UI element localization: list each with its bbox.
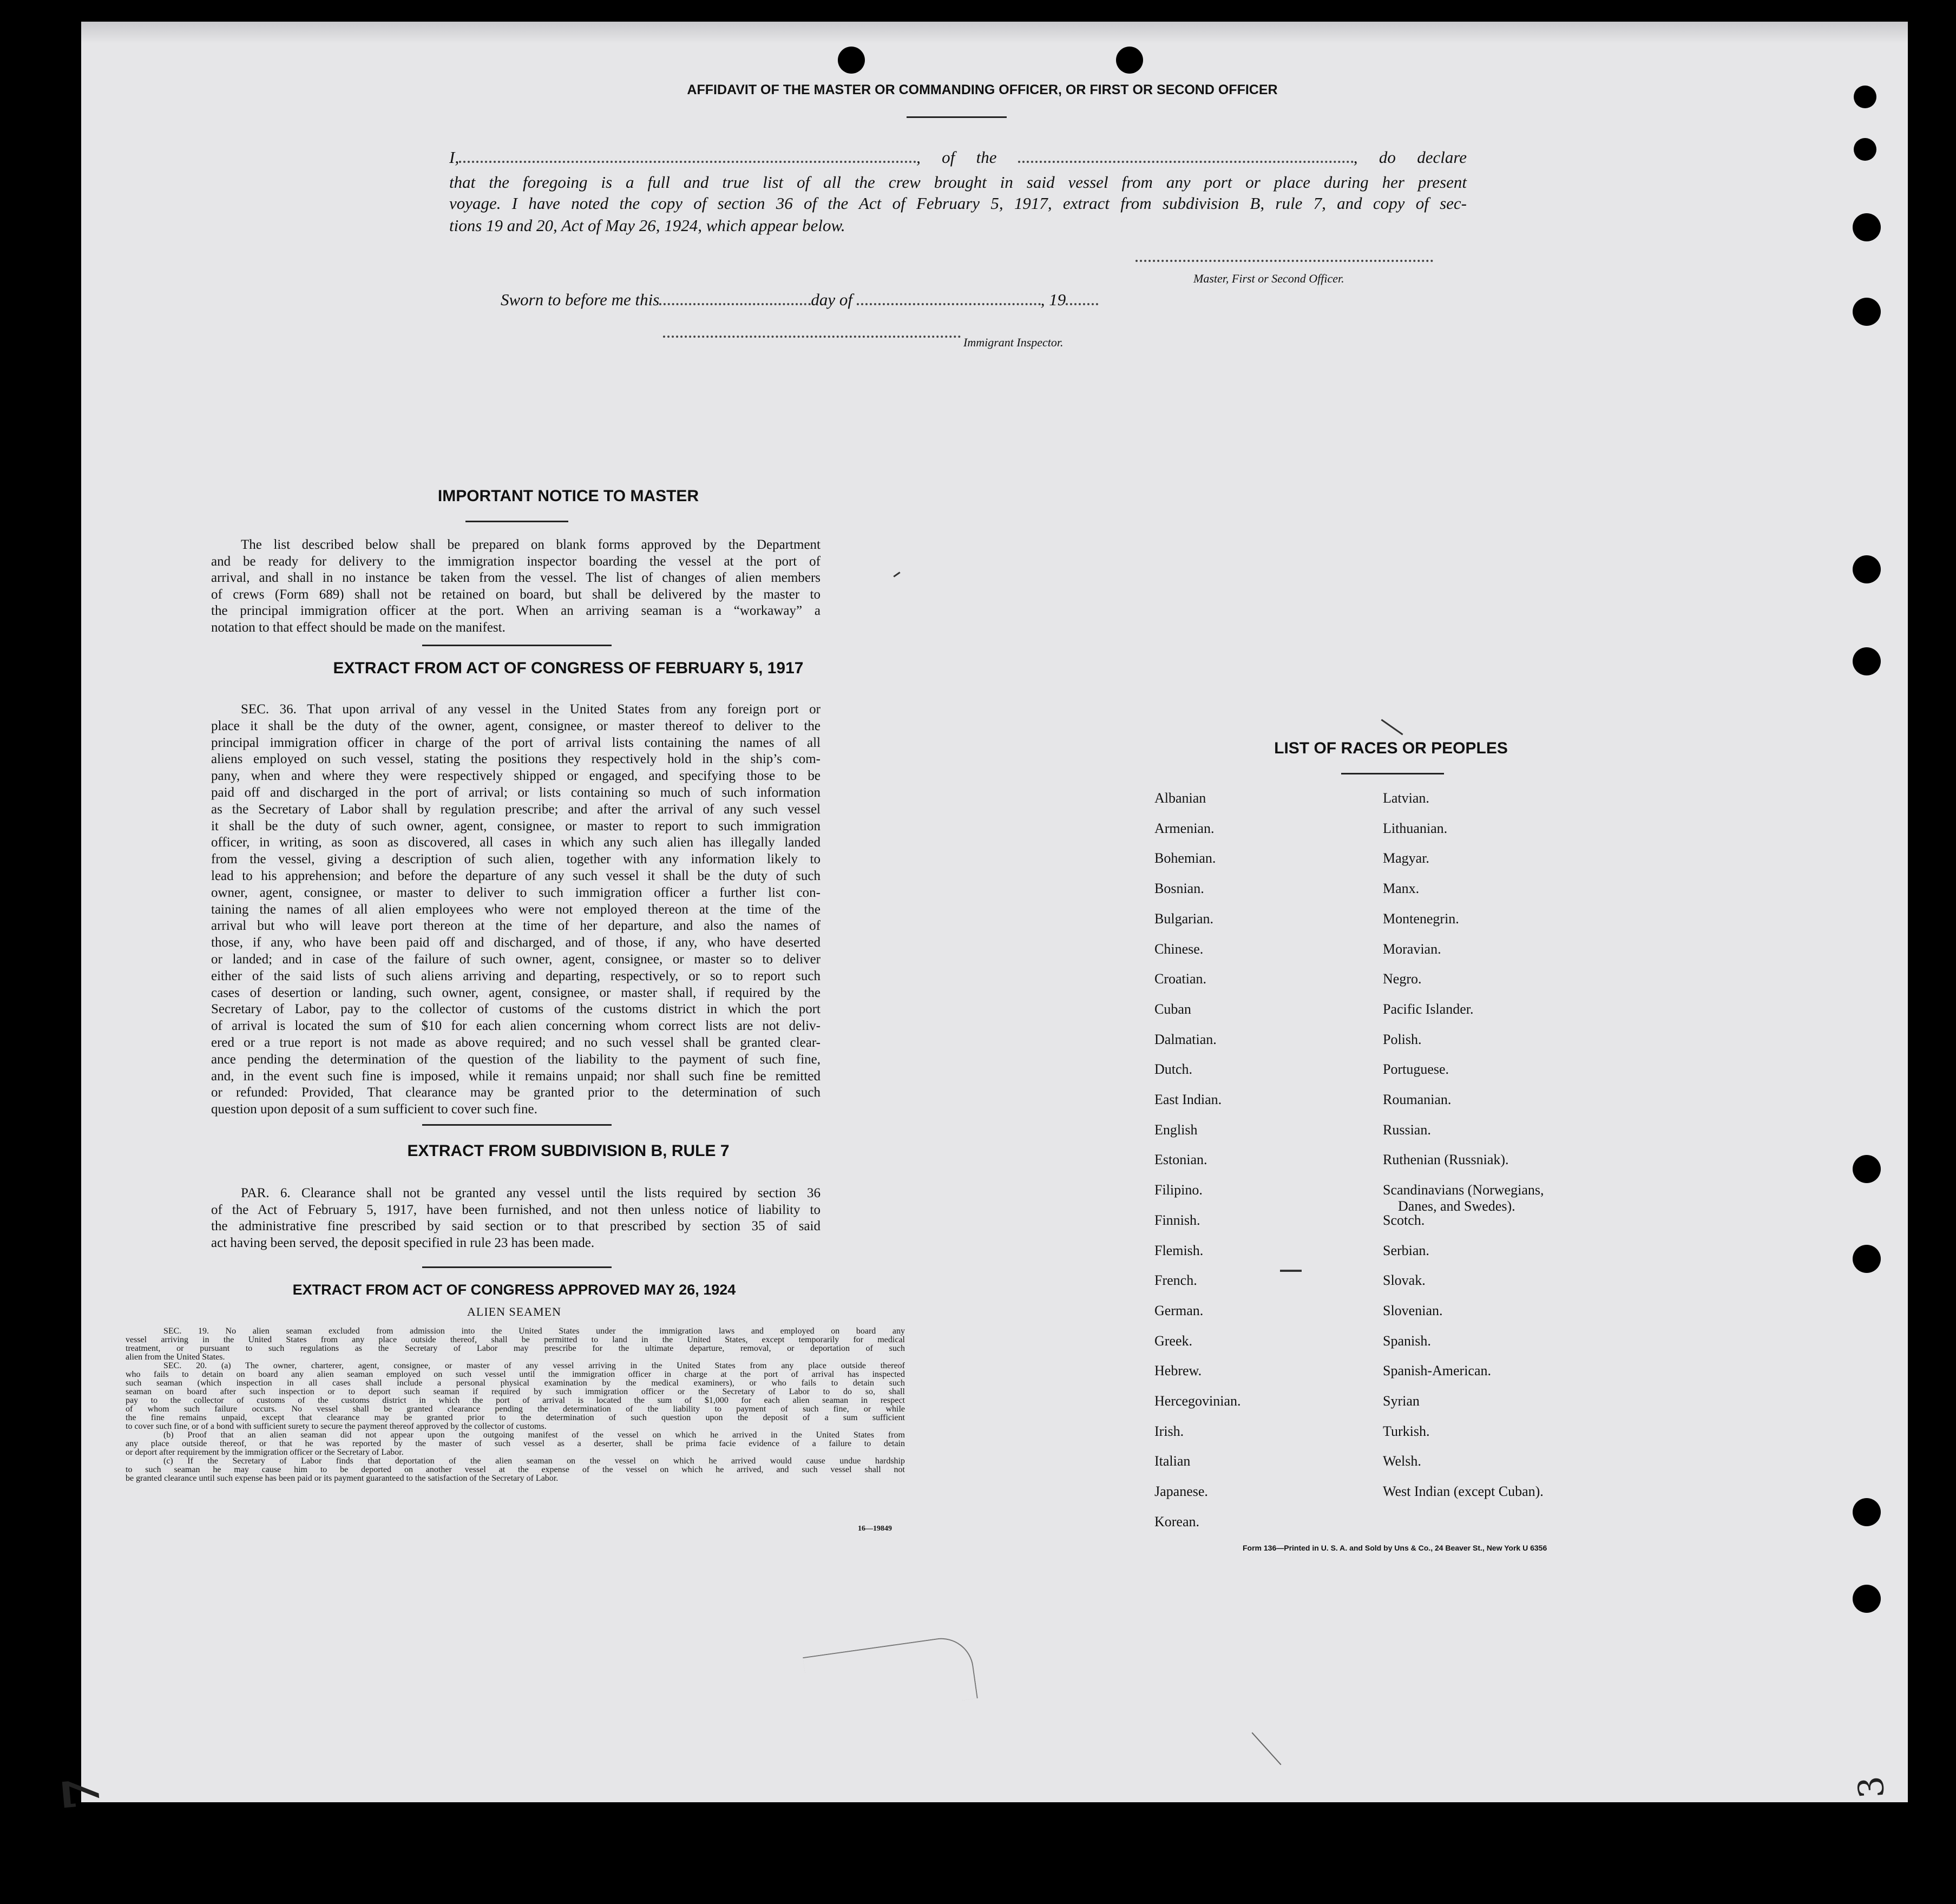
race-item: Montenegrin. — [1383, 910, 1459, 927]
race-item: Moravian. — [1383, 941, 1441, 957]
section-36-line: or landed; and in case of the failure of such owner, agent, consignee, or master so to deliver — [211, 952, 821, 967]
race-item: Armenian. — [1154, 820, 1215, 836]
section-1924-line: any place outside thereof, or that he was reported by the master of such vessel as a deserter, shall be prima facie evidence of a failure to detain — [126, 1440, 905, 1448]
race-item: Scandinavians (Norwegians, — [1383, 1182, 1544, 1198]
section-1924-line: or deport after requirement by the immigration officer or the Secretary of Labor. — [126, 1448, 404, 1457]
section-36-line: Secretary of Labor, pay to the collector of customs of the customs district in which the port — [211, 1002, 821, 1017]
punch-hole-right-6 — [1853, 647, 1881, 675]
race-item: Finnish. — [1154, 1212, 1200, 1228]
punch-hole-right-10 — [1853, 1585, 1881, 1613]
race-item: Filipino. — [1154, 1182, 1203, 1198]
section-1924-line: to cover such fine, or of a bond with sufficient surety to secure the payment thereof approved by the collector of customs. — [126, 1422, 547, 1431]
punch-hole-right-5 — [1853, 555, 1881, 583]
race-item: Scotch. — [1383, 1212, 1425, 1228]
rule7-line: the administrative fine prescribed by said section or to that prescribed by section 35 of said — [211, 1219, 821, 1233]
form-code: 16—19849 — [858, 1525, 892, 1533]
notice-line: The list described below shall be prepared on blank forms approved by the Department — [241, 537, 821, 552]
officer-name-field[interactable] — [459, 151, 916, 163]
punch-hole-right-3 — [1853, 213, 1881, 241]
race-item: Latvian. — [1383, 790, 1429, 806]
race-item: Hercegovinian. — [1154, 1393, 1241, 1409]
sworn-day-field[interactable] — [659, 293, 811, 305]
section-36-line: aliens employed on such vessel, stating the positions they respectively hold in the ship’s com- — [211, 752, 821, 767]
sworn-month-field[interactable] — [857, 293, 1041, 305]
punch-hole-right-9 — [1853, 1498, 1881, 1526]
master-signature-caption: Master, First or Second Officer. — [1193, 272, 1344, 285]
affidavit-line1-b: , of the — [916, 148, 997, 167]
rule7-line: act having been served, the deposit specified in rule 23 has been made. — [211, 1235, 595, 1250]
section-1924-line: (b) Proof that an alien seaman did not appear upon the outgoing manifest of the vessel on which he arrived in the United States from — [163, 1431, 905, 1440]
race-item: Croatian. — [1154, 971, 1207, 987]
race-item: French. — [1154, 1272, 1197, 1289]
inspector-caption: Immigrant Inspector. — [963, 336, 1064, 349]
section-36-line: it shall be the duty of such owner, agent, consignee, or master to report to such immigration — [211, 818, 821, 833]
rule7-top-rule — [422, 1124, 612, 1126]
section-36-line: principal immigration officer in charge of the port of arrival lists containing the names of all — [211, 735, 821, 750]
race-item: Chinese. — [1154, 941, 1204, 957]
punch-hole-right-1 — [1854, 86, 1876, 108]
affidavit-line-4: tions 19 and 20, Act of May 26, 1924, which appear below. — [449, 216, 845, 235]
section-36-line: place it shall be the duty of the owner, agent, consignee, or master thereof to deliver to the — [211, 718, 821, 733]
punch-hole-top-right — [1116, 47, 1143, 74]
section-36-line: those, if any, who have been paid off and discharged, and of those, if any, who have deserted — [211, 935, 821, 950]
race-item: Bosnian. — [1154, 881, 1204, 897]
affidavit-line1-a: I, — [449, 148, 460, 167]
section-36-line: either of the said lists of such aliens arriving and departing, respectively, or so to report such — [211, 968, 821, 983]
race-item: Magyar. — [1383, 850, 1429, 866]
race-item: Korean. — [1154, 1513, 1200, 1529]
punch-hole-right-7 — [1853, 1155, 1881, 1183]
section-36-line: taining the names of all alien employees who were not employed thereon at the time of the — [211, 902, 821, 917]
affidavit-line-3: voyage. I have noted the copy of section 36 of the Act of February 5, 1917, extract from subdivision B, rule 7, and copy of sec- — [449, 194, 1467, 213]
race-item: Pacific Islander. — [1383, 1001, 1474, 1017]
notice-line: of crews (Form 689) shall not be retained on board, but shall be delivered by the master to — [211, 587, 821, 602]
extract-1924-subtitle: ALIEN SEAMEN — [467, 1305, 561, 1318]
sworn-c: , 19 — [1040, 290, 1066, 309]
section-36-line: arrival but who will leave port thereon at the time of her departure, and also the names of — [211, 918, 821, 934]
affidavit-line-2: that the foregoing is a full and true list of all the crew brought in said vessel from any port or place during her present — [449, 173, 1467, 192]
sworn-b: day of — [811, 290, 852, 309]
section-36-line: paid off and discharged in the port of arrival; or lists containing so much of such information — [211, 785, 821, 800]
section-1924-line: such seaman (which inspection in all cases shall include a personal physical examination by the medical examiners), or who fails to detain such — [126, 1379, 905, 1388]
section-36-line: as the Secretary of Labor shall by regulation prescribe; and after the arrival of any such vessel — [211, 802, 821, 817]
rule7-title: EXTRACT FROM SUBDIVISION B, RULE 7 — [407, 1142, 730, 1160]
section-36-line: and, in the event such fine is imposed, while it remains unpaid; nor shall such fine be remitted — [211, 1068, 821, 1084]
race-item: Lithuanian. — [1383, 820, 1448, 836]
section-36-line: ance pending the determination of the question of the liability to the payment of such fine, — [211, 1052, 821, 1067]
affidavit-title: AFFIDAVIT OF THE MASTER OR COMMANDING OFFICER, OR FIRST OR SECOND OFFICER — [687, 82, 1278, 97]
race-item: Roumanian. — [1383, 1092, 1452, 1107]
extract-1924-title: EXTRACT FROM ACT OF CONGRESS APPROVED MAY 26, 1924 — [292, 1282, 736, 1298]
notice-line: arrival, and shall in no instance be taken from the vessel. The list of changes of alien members — [211, 570, 821, 585]
race-item: Flemish. — [1154, 1242, 1204, 1258]
race-item: Slovenian. — [1383, 1302, 1443, 1318]
race-item: Greek. — [1154, 1332, 1193, 1349]
section-36-line: from the vessel, giving a description of such alien, together with any information likely to — [211, 852, 821, 867]
races-title-rule — [1341, 773, 1444, 774]
race-item: West Indian (except Cuban). — [1383, 1483, 1544, 1500]
race-item: Albanian — [1154, 790, 1206, 806]
race-item: Syrian — [1383, 1393, 1420, 1409]
race-item: East Indian. — [1154, 1092, 1222, 1107]
race-item: Japanese. — [1154, 1483, 1208, 1500]
punch-hole-top-left — [838, 47, 865, 74]
rule7-line: of the Act of February 5, 1917, have been furnished, and not then unless notice of liability to — [211, 1202, 821, 1217]
race-item: German. — [1154, 1302, 1204, 1318]
notice-title: IMPORTANT NOTICE TO MASTER — [437, 487, 699, 505]
race-item: Spanish-American. — [1383, 1363, 1492, 1379]
section-36-line: lead to his apprehension; and before the departure of any such vessel it shall be the duty of such — [211, 869, 821, 883]
race-item: Welsh. — [1383, 1453, 1421, 1469]
race-item: Dutch. — [1154, 1061, 1193, 1078]
section-1924-line: treatment, or pursuant to such regulations as the Secretary of Labor may prescribe for the ultimate departure, removal, or deportation of such — [126, 1344, 905, 1353]
race-item: Negro. — [1383, 971, 1422, 987]
section-1924-line: vessel arriving in the United States from any place outside thereof, shall be permitted to land in the United States, except temporarily for medical — [126, 1336, 905, 1344]
handwritten-page-number-right: 3 — [1850, 1774, 1893, 1800]
page-edge-shadow — [81, 22, 1908, 43]
section-1924-line: pay to the collector of customs of the customs district in which the port of arrival is located the sum of $1,000 for each alien seaman in respect — [126, 1396, 905, 1405]
section-36-line: or refunded: Provided, That clearance may be granted prior to the determination of such — [211, 1085, 821, 1100]
section-36-line: ered or a true report is not made as above required; and no such vessel shall be granted clear- — [211, 1035, 821, 1050]
notice-line: the principal immigration officer at the port. When an arriving seaman is a “workaway” a — [211, 603, 821, 618]
punch-hole-right-8 — [1853, 1245, 1881, 1273]
inspector-signature-line[interactable] — [663, 336, 961, 338]
master-signature-line[interactable] — [1135, 260, 1433, 262]
section-36-line: cases of desertion or landing, such owner, agent, consignee, or master shall, if required by the — [211, 985, 821, 1000]
sworn-line — [501, 290, 1098, 310]
race-item: Slovak. — [1383, 1272, 1426, 1289]
affidavit-line1-c: , do declare — [1353, 148, 1467, 167]
section-1924-line: of whom such failure occurs. No vessel shall be granted clearance pending the determination of the liability to payment of such fine, or while — [126, 1405, 905, 1414]
section-1924-line: seaman on board after such inspection or to deport such seaman if required by such immigration officer or the Secretary of Labor to do so, shall — [126, 1388, 905, 1396]
notice-line: and be ready for delivery to the immigration inspector boarding the vessel at the port of — [211, 554, 821, 569]
affidavit-title-rule — [907, 116, 1007, 118]
notice-line: notation to that effect should be made on the manifest. — [211, 620, 506, 635]
race-item: Turkish. — [1383, 1423, 1430, 1439]
section-1924-line: SEC. 19. No alien seaman excluded from admission into the United States under the immigration laws and employed on board any — [163, 1327, 905, 1336]
punch-hole-right-2 — [1854, 138, 1876, 161]
section-1924-line: the fine remains unpaid, except that clearance may be granted prior to the determination of such question upon the deposit of a sum sufficient — [126, 1414, 905, 1422]
race-item: Danes, and Swedes). — [1398, 1198, 1515, 1214]
race-item: Cuban — [1154, 1001, 1191, 1017]
section-1924-line: SEC. 20. (a) The owner, charterer, agent, consignee, or master of any vessel arriving in the United States from any place outside thereof — [163, 1362, 905, 1370]
race-item: Italian — [1154, 1453, 1191, 1469]
extract-1917-top-rule — [422, 645, 612, 646]
race-item: Estonian. — [1154, 1152, 1207, 1168]
section-36-line: question upon deposit of a sum sufficient to cover such fine. — [211, 1102, 537, 1117]
affidavit-line-1 — [449, 146, 1467, 168]
notice-title-rule — [465, 521, 568, 522]
race-item: Serbian. — [1383, 1242, 1429, 1258]
printer-imprint: Form 136—Printed in U. S. A. and Sold by Uns & Co., 24 Beaver St., New York U 6356 — [1243, 1544, 1547, 1552]
extract-1917-title: EXTRACT FROM ACT OF CONGRESS OF FEBRUARY 5, 1917 — [333, 659, 804, 677]
race-item: English — [1154, 1121, 1198, 1138]
race-item: Bulgarian. — [1154, 910, 1214, 927]
section-36-line: of arrival is located the sum of $10 for each alien concerning whom correct lists are not deliv- — [211, 1019, 821, 1034]
section-36-line: owner, agent, consignee, or master to deliver to such immigration officer a further list con- — [211, 885, 821, 900]
race-item: Spanish. — [1383, 1332, 1431, 1349]
stray-mark-1 — [1280, 1270, 1302, 1272]
race-item: Polish. — [1383, 1031, 1422, 1047]
sworn-a: Sworn to before me this — [501, 290, 660, 309]
rule7-line: PAR. 6. Clearance shall not be granted any vessel until the lists required by section 36 — [241, 1186, 821, 1200]
race-item: Ruthenian (Russniak). — [1383, 1152, 1509, 1168]
handwritten-page-number-left: 7 — [51, 1774, 112, 1813]
section-1924-line: be granted clearance until such expense has been paid or its payment guaranteed to the satisfaction of the Secretary of Labor. — [126, 1474, 559, 1483]
punch-hole-right-4 — [1853, 298, 1881, 326]
section-36-line: pany, when and where they were respectively shipped or engaged, and specifying those to be — [211, 769, 821, 784]
race-item: Irish. — [1154, 1423, 1184, 1439]
race-item: Manx. — [1383, 881, 1420, 897]
race-item: Bohemian. — [1154, 850, 1216, 866]
section-36-line: SEC. 36. That upon arrival of any vessel in the United States from any foreign port or — [241, 702, 821, 717]
section-1924-line: (c) If the Secretary of Labor finds that deportation of the alien seaman on the vessel on which he arrived would cause undue hardship — [163, 1457, 905, 1466]
race-item: Hebrew. — [1154, 1363, 1202, 1379]
race-item: Dalmatian. — [1154, 1031, 1217, 1047]
sworn-year-field[interactable] — [1066, 293, 1098, 305]
section-1924-line: who fails to detain on board any alien seaman employed on such vessel until the immigration officer in charge at the port of arrival has inspected — [126, 1370, 905, 1379]
extract-1924-top-rule — [422, 1266, 612, 1268]
race-item: Russian. — [1383, 1121, 1431, 1138]
races-title: LIST OF RACES OR PEOPLES — [1274, 739, 1508, 757]
section-36-line: officer, in writing, as soon as discovered, all cases in which any such alien has illegally landed — [211, 835, 821, 850]
section-1924-line: alien from the United States. — [126, 1353, 225, 1362]
section-1924-line: to such seaman he may cause him to be deported on another vessel at the expense of the vessel on which he arrived, and such vessel shall not — [126, 1466, 905, 1474]
race-item: Portuguese. — [1383, 1061, 1449, 1078]
vessel-name-field[interactable] — [1018, 151, 1354, 163]
